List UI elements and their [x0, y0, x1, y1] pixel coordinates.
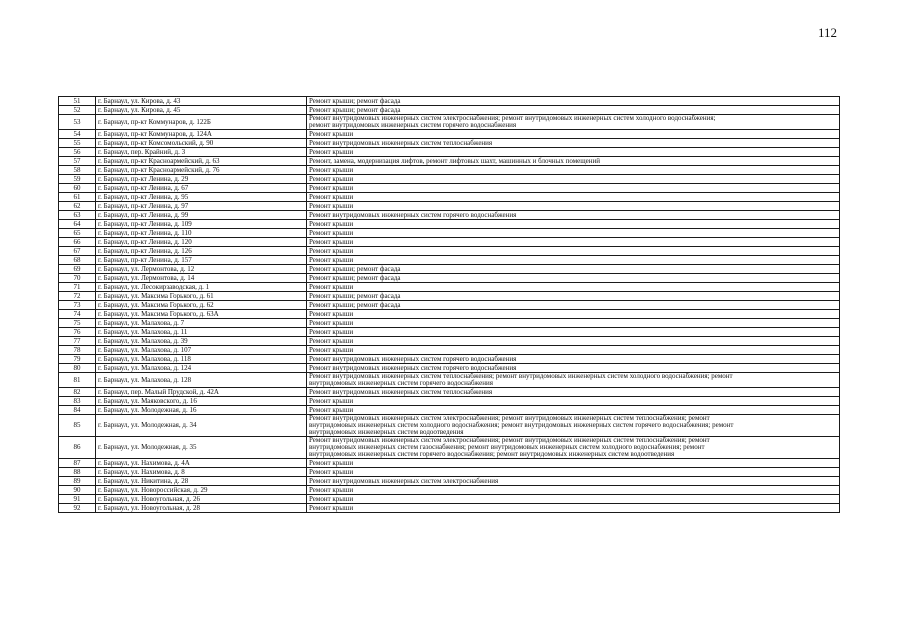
works-line: Ремонт крыши	[309, 192, 354, 201]
address-cell: г. Барнаул, ул. Лесокирзаводская, д. 1	[96, 283, 307, 292]
table-row	[59, 337, 840, 346]
table-row	[59, 274, 840, 283]
address-cell: г. Барнаул, ул. Нахимова, д. 4А	[96, 459, 307, 468]
repair-register-table	[58, 96, 840, 513]
address-cell: г. Барнаул, ул. Малахова, д. 7	[96, 319, 307, 328]
works-line: Ремонт крыши	[309, 237, 354, 246]
works-cell	[307, 328, 840, 337]
row-number-cell: 90	[59, 486, 96, 495]
works-line: внутридомовых инженерных систем газоснабжения; ремонт внутридомовых инженерных систем холодного водоснабжения; ремонт	[309, 443, 705, 451]
works-cell	[307, 211, 840, 220]
works-line: Ремонт внутридомовых инженерных систем горячего водоснабжения	[309, 210, 517, 219]
works-cell	[307, 355, 840, 364]
table-row	[59, 175, 840, 184]
works-line: Ремонт крыши	[309, 228, 354, 237]
row-number-cell: 78	[59, 346, 96, 355]
works-cell	[307, 319, 840, 328]
works-cell	[307, 292, 840, 301]
table-row	[59, 115, 840, 130]
works-cell	[307, 166, 840, 175]
address-cell: г. Барнаул, пр-кт Ленина, д. 95	[96, 193, 307, 202]
address-cell: г. Барнаул, пер. Малый Прудской, д. 42А	[96, 388, 307, 397]
works-cell	[307, 157, 840, 166]
works-line: Ремонт крыши	[309, 147, 354, 156]
row-number-cell: 64	[59, 220, 96, 229]
works-cell	[307, 256, 840, 265]
works-line: Ремонт крыши	[309, 494, 354, 503]
works-line: Ремонт крыши	[309, 201, 354, 210]
table-row	[59, 193, 840, 202]
works-line: внутридомовых инженерных систем холодного водоснабжения; ремонт внутридомовых инженерных систем горячего водоснабжения; ремонт	[309, 421, 734, 429]
address-cell: г. Барнаул, ул. Лермонтова, д. 12	[96, 265, 307, 274]
row-number-cell: 57	[59, 157, 96, 166]
row-number-cell: 74	[59, 310, 96, 319]
works-cell	[307, 115, 840, 130]
row-number-cell: 52	[59, 106, 96, 115]
row-number-cell: 62	[59, 202, 96, 211]
table-row	[59, 283, 840, 292]
address-cell: г. Барнаул, пр-кт Ленина, д. 97	[96, 202, 307, 211]
row-number-cell: 66	[59, 238, 96, 247]
works-line: Ремонт крыши	[309, 327, 354, 336]
works-cell	[307, 97, 840, 106]
table-row	[59, 495, 840, 504]
address-cell: г. Барнаул, ул. Нахимова, д. 8	[96, 468, 307, 477]
address-cell: г. Барнаул, ул. Малахова, д. 11	[96, 328, 307, 337]
works-cell	[307, 238, 840, 247]
address-cell: г. Барнаул, ул. Кирова, д. 43	[96, 97, 307, 106]
works-line: Ремонт крыши	[309, 165, 354, 174]
works-line: Ремонт крыши	[309, 503, 354, 512]
works-cell	[307, 388, 840, 397]
works-line: Ремонт внутридомовых инженерных систем электроснабжения; ремонт внутридомовых инженерных систем теплоснабжения; ремонт	[309, 436, 710, 444]
works-line: Ремонт крыши; ремонт фасада	[309, 291, 401, 300]
works-line: Ремонт крыши; ремонт фасада	[309, 264, 401, 273]
table-row	[59, 355, 840, 364]
address-cell: г. Барнаул, ул. Малахова, д. 124	[96, 364, 307, 373]
table-row	[59, 229, 840, 238]
address-cell: г. Барнаул, ул. Лермонтова, д. 14	[96, 274, 307, 283]
row-number-cell: 61	[59, 193, 96, 202]
works-line: Ремонт, замена, модернизация лифтов, ремонт лифтовых шахт, машинных и блочных помещений	[309, 156, 600, 165]
table-row	[59, 486, 840, 495]
table-row	[59, 148, 840, 157]
works-cell	[307, 175, 840, 184]
address-cell: г. Барнаул, пр-кт Коммунаров, д. 124А	[96, 130, 307, 139]
table-row	[59, 346, 840, 355]
table-row	[59, 415, 840, 437]
address-cell: г. Барнаул, ул. Максима Горького, д. 63А	[96, 310, 307, 319]
works-line: Ремонт крыши	[309, 405, 354, 414]
works-cell	[307, 106, 840, 115]
works-line: Ремонт крыши	[309, 309, 354, 318]
address-cell: г. Барнаул, ул. Кирова, д. 45	[96, 106, 307, 115]
row-number-cell: 72	[59, 292, 96, 301]
works-line: Ремонт крыши	[309, 174, 354, 183]
row-number-cell: 54	[59, 130, 96, 139]
works-cell	[307, 437, 840, 459]
works-cell	[307, 247, 840, 256]
table-row	[59, 247, 840, 256]
table-body	[59, 97, 840, 513]
address-cell: г. Барнаул, ул. Малахова, д. 39	[96, 337, 307, 346]
row-number-cell: 60	[59, 184, 96, 193]
row-number-cell: 69	[59, 265, 96, 274]
works-cell	[307, 265, 840, 274]
row-number-cell: 82	[59, 388, 96, 397]
table-row	[59, 211, 840, 220]
row-number-cell: 92	[59, 504, 96, 513]
address-cell: г. Барнаул, пр-кт Комсомольский, д. 90	[96, 139, 307, 148]
table-row	[59, 139, 840, 148]
works-line: Ремонт внутридомовых инженерных систем теплоснабжения; ремонт внутридомовых инженерных систем холодного водоснабжения; ремонт	[309, 372, 733, 380]
works-line: Ремонт крыши	[309, 255, 354, 264]
works-line: Ремонт внутридомовых инженерных систем теплоснабжения	[309, 138, 493, 147]
table-row	[59, 397, 840, 406]
row-number-cell: 79	[59, 355, 96, 364]
works-cell	[307, 274, 840, 283]
works-line: Ремонт крыши; ремонт фасада	[309, 273, 401, 282]
works-line: Ремонт крыши	[309, 183, 354, 192]
works-line: внутридомовых инженерных систем горячего водоснабжения	[309, 379, 493, 387]
table-row	[59, 238, 840, 247]
table-row	[59, 373, 840, 388]
address-cell: г. Барнаул, ул. Молодежная, д. 35	[96, 437, 307, 459]
row-number-cell: 86	[59, 437, 96, 459]
row-number-cell: 89	[59, 477, 96, 486]
works-line: Ремонт крыши	[309, 458, 354, 467]
row-number-cell: 56	[59, 148, 96, 157]
table-row	[59, 220, 840, 229]
row-number-cell: 51	[59, 97, 96, 106]
table-row	[59, 256, 840, 265]
works-cell	[307, 337, 840, 346]
row-number-cell: 84	[59, 406, 96, 415]
row-number-cell: 87	[59, 459, 96, 468]
works-cell	[307, 346, 840, 355]
works-line: Ремонт крыши; ремонт фасада	[309, 105, 401, 114]
table-row	[59, 184, 840, 193]
address-cell: г. Барнаул, пр-кт Ленина, д. 126	[96, 247, 307, 256]
address-cell: г. Барнаул, ул. Маяковского, д. 16	[96, 397, 307, 406]
row-number-cell: 68	[59, 256, 96, 265]
table-row	[59, 504, 840, 513]
row-number-cell: 80	[59, 364, 96, 373]
row-number-cell: 71	[59, 283, 96, 292]
works-cell	[307, 193, 840, 202]
row-number-cell: 83	[59, 397, 96, 406]
address-cell: г. Барнаул, пр-кт Ленина, д. 157	[96, 256, 307, 265]
works-cell	[307, 486, 840, 495]
works-cell	[307, 397, 840, 406]
row-number-cell: 58	[59, 166, 96, 175]
address-cell: г. Барнаул, пр-кт Ленина, д. 29	[96, 175, 307, 184]
table-row	[59, 328, 840, 337]
works-cell	[307, 301, 840, 310]
works-line: Ремонт внутридомовых инженерных систем горячего водоснабжения	[309, 363, 517, 372]
works-cell	[307, 283, 840, 292]
address-cell: г. Барнаул, пр-кт Ленина, д. 67	[96, 184, 307, 193]
address-cell: г. Барнаул, ул. Новоугольная, д. 26	[96, 495, 307, 504]
row-number-cell: 88	[59, 468, 96, 477]
works-cell	[307, 415, 840, 437]
table-row	[59, 292, 840, 301]
row-number-cell: 75	[59, 319, 96, 328]
works-cell	[307, 139, 840, 148]
works-cell	[307, 504, 840, 513]
works-line: Ремонт внутридомовых инженерных систем электроснабжения; ремонт внутридомовых инженерных систем холодного водоснабжения;	[309, 114, 716, 122]
address-cell: г. Барнаул, ул. Максима Горького, д. 62	[96, 301, 307, 310]
works-line: Ремонт крыши	[309, 467, 354, 476]
table-row	[59, 301, 840, 310]
address-cell: г. Барнаул, пр-кт Красноармейский, д. 63	[96, 157, 307, 166]
row-number-cell: 55	[59, 139, 96, 148]
table-row	[59, 468, 840, 477]
works-line: Ремонт крыши	[309, 396, 354, 405]
works-line: внутридомовых инженерных систем водоотведения	[309, 428, 464, 436]
works-cell	[307, 364, 840, 373]
row-number-cell: 63	[59, 211, 96, 220]
row-number-cell: 85	[59, 415, 96, 437]
works-line: Ремонт крыши	[309, 246, 354, 255]
works-cell	[307, 495, 840, 504]
table-row	[59, 437, 840, 459]
works-line: Ремонт крыши	[309, 336, 354, 345]
row-number-cell: 81	[59, 373, 96, 388]
works-cell	[307, 310, 840, 319]
row-number-cell: 91	[59, 495, 96, 504]
address-cell: г. Барнаул, ул. Максима Горького, д. 61	[96, 292, 307, 301]
works-cell	[307, 477, 840, 486]
works-cell	[307, 184, 840, 193]
address-cell: г. Барнаул, ул. Никитина, д. 28	[96, 477, 307, 486]
works-cell	[307, 459, 840, 468]
works-line: Ремонт крыши	[309, 485, 354, 494]
table-row	[59, 364, 840, 373]
row-number-cell: 53	[59, 115, 96, 130]
address-cell: г. Барнаул, пер. Крайний, д. 3	[96, 148, 307, 157]
address-cell: г. Барнаул, ул. Молодежная, д. 34	[96, 415, 307, 437]
works-line: Ремонт крыши	[309, 282, 354, 291]
address-cell: г. Барнаул, пр-кт Коммунаров, д. 122Б	[96, 115, 307, 130]
row-number-cell: 65	[59, 229, 96, 238]
address-cell: г. Барнаул, пр-кт Ленина, д. 110	[96, 229, 307, 238]
table-row	[59, 459, 840, 468]
works-cell	[307, 373, 840, 388]
works-line: Ремонт крыши	[309, 318, 354, 327]
row-number-cell: 73	[59, 301, 96, 310]
row-number-cell: 70	[59, 274, 96, 283]
row-number-cell: 76	[59, 328, 96, 337]
address-cell: г. Барнаул, пр-кт Ленина, д. 120	[96, 238, 307, 247]
row-number-cell: 77	[59, 337, 96, 346]
works-line: Ремонт крыши; ремонт фасада	[309, 300, 401, 309]
table-row	[59, 406, 840, 415]
row-number-cell: 67	[59, 247, 96, 256]
works-cell	[307, 202, 840, 211]
address-cell: г. Барнаул, ул. Новоугольная, д. 28	[96, 504, 307, 513]
page-number: 112	[818, 25, 838, 40]
table-row	[59, 310, 840, 319]
address-cell: г. Барнаул, пр-кт Красноармейский, д. 76	[96, 166, 307, 175]
works-line: Ремонт крыши; ремонт фасада	[309, 96, 401, 105]
works-cell	[307, 130, 840, 139]
table-row	[59, 202, 840, 211]
works-cell	[307, 148, 840, 157]
table-row	[59, 157, 840, 166]
table-row	[59, 130, 840, 139]
address-cell: г. Барнаул, ул. Малахова, д. 118	[96, 355, 307, 364]
works-line: Ремонт крыши	[309, 345, 354, 354]
address-cell: г. Барнаул, ул. Новороссийская, д. 29	[96, 486, 307, 495]
row-number-cell: 59	[59, 175, 96, 184]
works-line: Ремонт крыши	[309, 129, 354, 138]
table-row	[59, 106, 840, 115]
address-cell: г. Барнаул, ул. Молодежная, д. 16	[96, 406, 307, 415]
works-line: Ремонт внутридомовых инженерных систем горячего водоснабжения	[309, 354, 517, 363]
works-line: Ремонт внутридомовых инженерных систем электроснабжения	[309, 476, 499, 485]
address-cell: г. Барнаул, пр-кт Ленина, д. 99	[96, 211, 307, 220]
works-line: Ремонт внутридомовых инженерных систем теплоснабжения	[309, 387, 493, 396]
table-row	[59, 388, 840, 397]
works-line: Ремонт крыши	[309, 219, 354, 228]
works-line: внутридомовых инженерных систем горячего водоснабжения; ремонт внутридомовых инженерных систем водоотведения	[309, 450, 675, 458]
table-row	[59, 265, 840, 274]
address-cell: г. Барнаул, пр-кт Ленина, д. 109	[96, 220, 307, 229]
table-row	[59, 477, 840, 486]
address-cell: г. Барнаул, ул. Малахова, д. 107	[96, 346, 307, 355]
works-line: ремонт внутридомовых инженерных систем горячего водоснабжения	[309, 121, 517, 129]
works-cell	[307, 468, 840, 477]
address-cell: г. Барнаул, ул. Малахова, д. 128	[96, 373, 307, 388]
table-row	[59, 319, 840, 328]
works-cell	[307, 220, 840, 229]
works-line: Ремонт внутридомовых инженерных систем электроснабжения; ремонт внутридомовых инженерных систем теплоснабжения; ремонт	[309, 414, 710, 422]
works-cell	[307, 229, 840, 238]
table-row	[59, 97, 840, 106]
works-cell	[307, 406, 840, 415]
table-row	[59, 166, 840, 175]
